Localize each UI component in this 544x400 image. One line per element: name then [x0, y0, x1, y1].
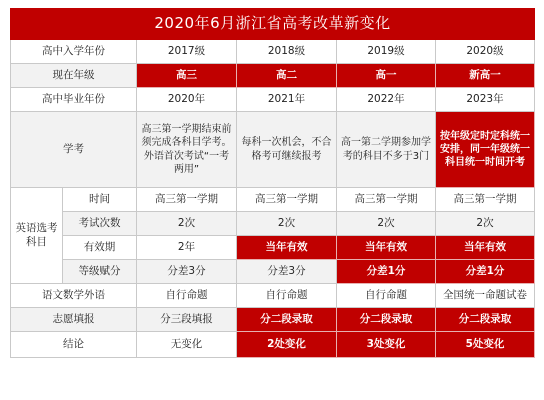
xuekao-value: 高一第二学期参加学考的科目不多于3门: [337, 112, 436, 188]
grade-value: 高三: [137, 64, 237, 88]
header-col-2019: 2019级: [337, 40, 436, 64]
english-group-label: 英语选考科目: [11, 188, 63, 284]
grad-year-value: 2020年: [137, 88, 237, 112]
conclusion-value: 无变化: [137, 332, 237, 358]
header-row: [11, 40, 535, 64]
cme-label: 语文数学外语: [11, 284, 137, 308]
reform-table-container: [10, 8, 534, 358]
table-title: 2020年6月浙江省高考改革新变化: [11, 9, 535, 40]
volunteer-value: 分二段录取: [237, 308, 337, 332]
cme-value: 全国统一命题试卷: [436, 284, 535, 308]
conclusion-value: 3处变化: [337, 332, 436, 358]
english-validity-row: [11, 236, 535, 260]
cme-row: [11, 284, 535, 308]
validity-value: 当年有效: [337, 236, 436, 260]
header-col-2020: 2020级: [436, 40, 535, 64]
grad-year-value: 2022年: [337, 88, 436, 112]
count-value: 2次: [436, 212, 535, 236]
conclusion-row: [11, 332, 535, 358]
cme-value: 自行命题: [337, 284, 436, 308]
grade-label: 现在年级: [11, 64, 137, 88]
header-col-2017: 2017级: [137, 40, 237, 64]
xuekao-value: 按年级定时定科统一安排，同一年级统一科目统一时间开考: [436, 112, 535, 188]
cme-value: 自行命题: [137, 284, 237, 308]
score-label: 等级赋分: [63, 260, 137, 284]
english-count-row: [11, 212, 535, 236]
grade-value: 高一: [337, 64, 436, 88]
grad-year-row: [11, 88, 535, 112]
time-label: 时间: [63, 188, 137, 212]
volunteer-value: 分二段录取: [436, 308, 535, 332]
english-time-row: [11, 188, 535, 212]
time-value: 高三第一学期: [137, 188, 237, 212]
count-value: 2次: [137, 212, 237, 236]
conclusion-value: 2处变化: [237, 332, 337, 358]
xuekao-row: [11, 112, 535, 188]
score-value: 分差1分: [436, 260, 535, 284]
volunteer-value: 分三段填报: [137, 308, 237, 332]
time-value: 高三第一学期: [237, 188, 337, 212]
score-value: 分差3分: [137, 260, 237, 284]
volunteer-value: 分二段录取: [337, 308, 436, 332]
grade-row: [11, 64, 535, 88]
english-score-row: [11, 260, 535, 284]
xuekao-value: 高三第一学期结束前须完成各科目学考。外语首次考试“一考两用”: [137, 112, 237, 188]
grad-year-label: 高中毕业年份: [11, 88, 137, 112]
score-value: 分差1分: [337, 260, 436, 284]
count-value: 2次: [237, 212, 337, 236]
validity-label: 有效期: [63, 236, 137, 260]
grad-year-value: 2021年: [237, 88, 337, 112]
grade-value: 高二: [237, 64, 337, 88]
count-label: 考试次数: [63, 212, 137, 236]
volunteer-label: 志愿填报: [11, 308, 137, 332]
time-value: 高三第一学期: [436, 188, 535, 212]
validity-value: 2年: [137, 236, 237, 260]
volunteer-row: [11, 308, 535, 332]
title-row: [11, 9, 535, 40]
cme-value: 自行命题: [237, 284, 337, 308]
reform-table: [10, 8, 535, 358]
score-value: 分差3分: [237, 260, 337, 284]
grad-year-value: 2023年: [436, 88, 535, 112]
conclusion-value: 5处变化: [436, 332, 535, 358]
count-value: 2次: [337, 212, 436, 236]
time-value: 高三第一学期: [337, 188, 436, 212]
validity-value: 当年有效: [436, 236, 535, 260]
header-label: 高中入学年份: [11, 40, 137, 64]
xuekao-value: 每科一次机会，不合格考可继续报考: [237, 112, 337, 188]
conclusion-label: 结论: [11, 332, 137, 358]
xuekao-label: 学考: [11, 112, 137, 188]
header-col-2018: 2018级: [237, 40, 337, 64]
validity-value: 当年有效: [237, 236, 337, 260]
grade-value: 新高一: [436, 64, 535, 88]
